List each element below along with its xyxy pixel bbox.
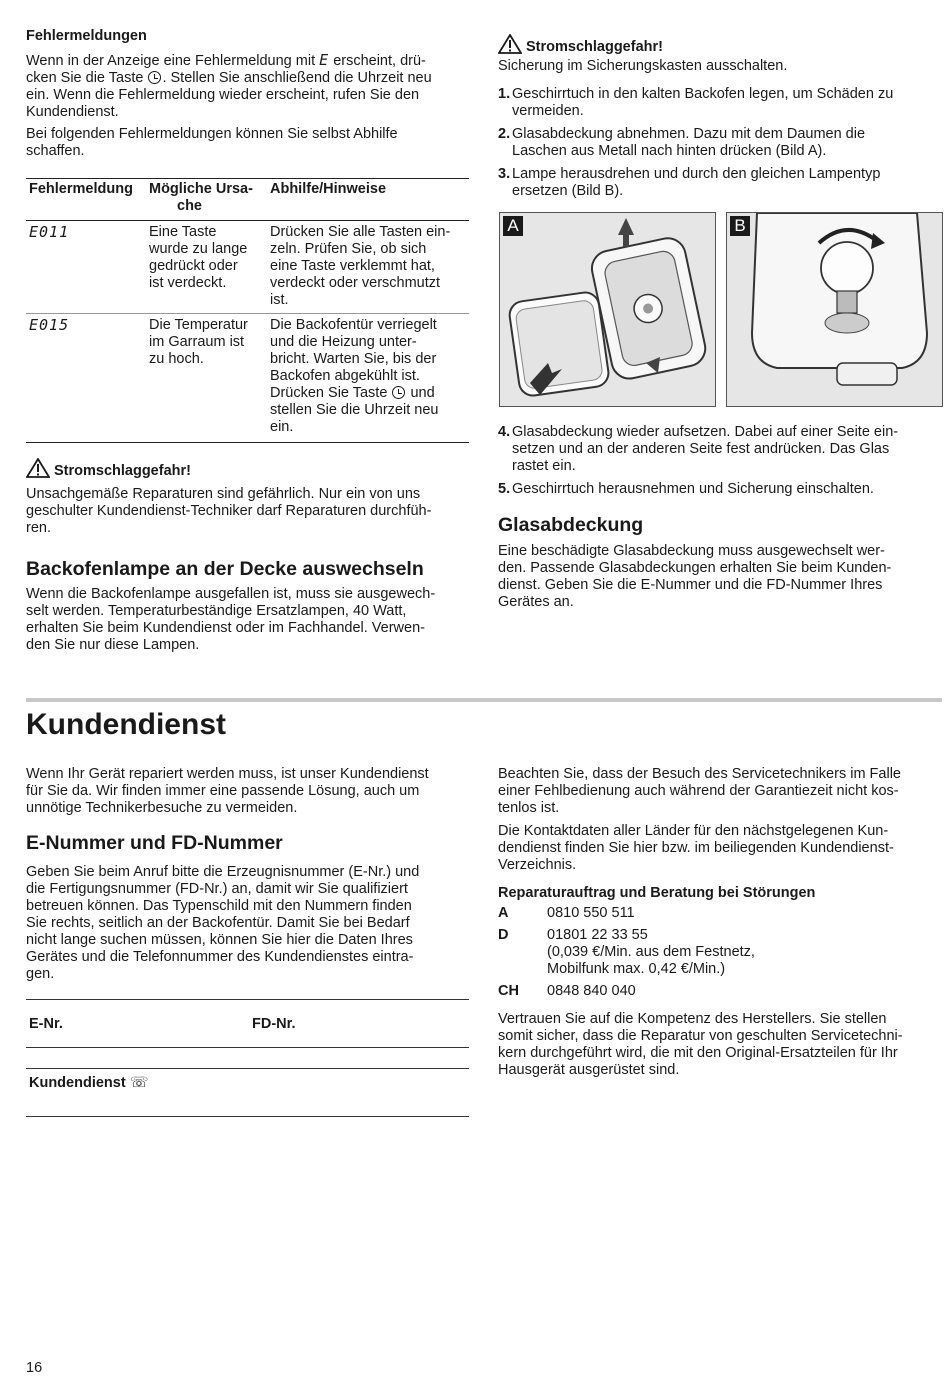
right-line: tenlos ist. — [498, 800, 560, 816]
header-cause-line-2: che — [177, 198, 202, 214]
table-row-2-cause — [149, 317, 248, 368]
fehlermeldungen-paragraph-2 — [26, 126, 476, 160]
steps-list-a — [498, 86, 938, 200]
p1-text-b: erscheint, drü- — [333, 53, 426, 69]
step-number: 2. — [498, 126, 511, 142]
remedy-line: und die Heizung unter- — [270, 334, 417, 350]
table-header-cause — [149, 181, 253, 215]
enr-line: Geben Sie beim Anruf bitte die Erzeugnisnummer (E-Nr.) und — [26, 864, 420, 880]
remedy-line: und — [410, 385, 435, 401]
glas-line: den. Passende Glasabdeckungen erhalten Sie beim Kunden- — [498, 560, 892, 576]
table-top-rule — [26, 178, 469, 179]
right-line: Die Kontaktdaten aller Länder für den nächstgelegenen Kun- — [498, 823, 889, 839]
intro-line: unnötige Technikerbesuche zu vermeiden. — [26, 800, 298, 816]
contact-number-d — [547, 927, 755, 978]
form-mid-rule — [26, 1047, 469, 1048]
step-line: setzen und an der anderen Seite fest andrücken. Das Glas — [512, 441, 890, 457]
contact-number-ch — [547, 983, 636, 1000]
contact-line: Mobilfunk max. 0,42 €/Min.) — [547, 961, 726, 977]
kundendienst-field-label — [29, 1074, 148, 1092]
warning-right-title-text: Stromschlaggefahr! — [526, 39, 663, 55]
closing-line: kern durchgeführt wird, die mit den Original-Ersatzteilen für Ihr — [498, 1045, 898, 1061]
warning-left-body — [26, 486, 476, 537]
kundendienst-intro — [26, 766, 476, 817]
enr-line: gen. — [26, 966, 55, 982]
fehlermeldungen-paragraph-1 — [26, 52, 476, 121]
remedy-line: ein. — [270, 419, 294, 435]
figure-b — [726, 212, 943, 407]
section-divider — [26, 698, 942, 702]
glasabdeckung-body — [498, 543, 938, 611]
figure-b-label: B — [730, 216, 750, 236]
contact-country-ch: CH — [498, 983, 519, 999]
contact-number-a — [547, 905, 635, 922]
figure-a — [499, 212, 716, 407]
steps-list-b — [498, 424, 938, 498]
figure-a-label: A — [503, 216, 523, 236]
step-item — [498, 86, 938, 120]
table-row-1-code: E011 — [29, 223, 70, 241]
warning-triangle-icon — [498, 34, 522, 54]
table-row-2-code: E015 — [29, 316, 70, 334]
remedy-line: Die Backofentür verriegelt — [270, 317, 437, 333]
closing-line: Vertrauen Sie auf die Kompetenz des Herstellers. Sie stellen — [498, 1011, 887, 1027]
right-line: Verzeichnis. — [498, 857, 577, 873]
step-item — [498, 126, 938, 160]
remedy-line: ist. — [270, 292, 289, 308]
warning-left-title — [26, 458, 191, 480]
intro-line: Wenn Ihr Gerät repariert werden muss, ist unser Kundendienst — [26, 766, 429, 782]
enr-heading: E-Nummer und FD-Nummer — [26, 832, 283, 854]
step-line: vermeiden. — [512, 103, 584, 119]
table-row-1-cause — [149, 224, 247, 292]
form-top-rule — [26, 999, 469, 1000]
p1-text-c: cken Sie die Taste — [26, 70, 144, 86]
table-row-1-remedy — [270, 224, 450, 309]
remedy-line: Drücken Sie alle Tasten ein- — [270, 224, 451, 240]
cause-line: Eine Taste — [149, 224, 217, 240]
lamp-cover-removal-illustration — [500, 213, 715, 406]
step-item — [498, 424, 938, 475]
warning-triangle-icon — [26, 458, 50, 478]
step-number: 1. — [498, 86, 511, 102]
intro-line: für Sie da. Wir finden immer eine passende Lösung, auch um — [26, 783, 420, 799]
table-row-2-remedy — [270, 317, 438, 436]
p1-text-f: Kundendienst. — [26, 104, 119, 120]
kundendienst-title: Kundendienst — [26, 708, 226, 741]
glas-line: dienst. Geben Sie die E-Nummer und die FD-Nummer Ihres — [498, 577, 883, 593]
remedy-line: eine Taste verklemmt hat, — [270, 258, 435, 274]
remedy-line: zeln. Prüfen Sie, ob sich — [270, 241, 427, 257]
cause-line: im Garraum ist — [149, 334, 245, 350]
lamp-line: den Sie nur diese Lampen. — [26, 637, 200, 653]
cause-line: wurde zu lange — [149, 241, 248, 257]
contact-country-d: D — [498, 927, 509, 943]
right-line: Beachten Sie, dass der Besuch des Servicetechnikers im Falle — [498, 766, 901, 782]
header-cause-line-1: Mögliche Ursa- — [149, 181, 253, 197]
form-bottom-rule — [26, 1116, 469, 1117]
repair-heading: Reparaturauftrag und Beratung bei Störungen — [498, 885, 816, 901]
clock-icon — [148, 71, 161, 84]
step-line: rastet ein. — [512, 458, 576, 474]
table-bottom-rule — [26, 442, 469, 443]
contact-line: 0848 840 040 — [547, 983, 636, 999]
remedy-line: Drücken Sie Taste — [270, 385, 388, 401]
cause-line: gedrückt oder — [149, 258, 238, 274]
contact-country-a: A — [498, 905, 509, 921]
step-line: Glasabdeckung wieder aufsetzen. Dabei auf einer Seite ein- — [512, 424, 899, 440]
table-header-code: Fehlermeldung — [29, 181, 133, 197]
kd-right-p1 — [498, 766, 938, 817]
enr-line: Gerätes und die Telefonnummer des Kundendienstes eintra- — [26, 949, 414, 965]
error-symbol: E — [319, 51, 330, 69]
lamp-section-heading: Backofenlampe an der Decke auswechseln — [26, 558, 424, 580]
step-number: 3. — [498, 166, 511, 182]
remedy-line: bricht. Warten Sie, bis der — [270, 351, 437, 367]
warning-line: Unsachgemäße Reparaturen sind gefährlich. Nur ein von uns — [26, 486, 421, 502]
lamp-section-body — [26, 586, 476, 654]
warning-right-title — [498, 34, 663, 56]
cause-line: ist verdeckt. — [149, 275, 227, 291]
page-number: 16 — [26, 1360, 43, 1376]
lamp-line: selt werden. Temperaturbeständige Ersatzlampen, 40 Watt, — [26, 603, 407, 619]
cause-line: zu hoch. — [149, 351, 204, 367]
clock-icon — [392, 386, 405, 399]
enr-line: Sie rechts, seitlich an der Backofentür. Damit Sie bei Bedarf — [26, 915, 410, 931]
right-line: einer Fehlbedienung auch während der Garantiezeit nicht kos- — [498, 783, 899, 799]
enr-body — [26, 864, 476, 983]
step-line: Geschirrtuch in den kalten Backofen legen, um Schäden zu — [512, 86, 894, 102]
lamp-line: Wenn die Backofenlampe ausgefallen ist, muss sie ausgewech- — [26, 586, 436, 602]
kd-closing — [498, 1011, 938, 1079]
cause-line: Die Temperatur — [149, 317, 248, 333]
remedy-line: stellen Sie die Uhrzeit neu — [270, 402, 439, 418]
table-header-remedy: Abhilfe/Hinweise — [270, 181, 387, 197]
kd-right-p2 — [498, 823, 938, 874]
form-rule-2 — [26, 1068, 469, 1069]
p1-text-a: Wenn in der Anzeige eine Fehlermeldung mit — [26, 53, 316, 69]
remedy-line: verdeckt oder verschmutzt — [270, 275, 441, 291]
closing-line: Hausgerät ausgerüstet sind. — [498, 1062, 680, 1078]
table-row-rule — [26, 313, 469, 314]
contact-line: (0,039 €/Min. aus dem Festnetz, — [547, 944, 755, 960]
warning-line: geschulter Kundendienst-Techniker darf Reparaturen durchfüh- — [26, 503, 432, 519]
lamp-replacement-illustration — [727, 213, 942, 406]
warning-line: ren. — [26, 520, 51, 536]
step-item — [498, 481, 938, 498]
enr-field-label: E-Nr. — [29, 1016, 63, 1032]
enr-line: betreuen können. Das Typenschild mit den Nummern finden — [26, 898, 412, 914]
fehlermeldungen-heading: Fehlermeldungen — [26, 28, 147, 44]
fdnr-field-label: FD-Nr. — [252, 1016, 296, 1032]
p1-text-d: . Stellen Sie anschließend die Uhrzeit neu — [162, 70, 432, 86]
closing-line: somit sicher, dass die Reparatur von geschulten Servicetechni- — [498, 1028, 903, 1044]
contact-line: 01801 22 33 55 — [547, 927, 648, 943]
enr-line: die Fertigungsnummer (FD-Nr.) an, damit wir Sie qualifiziert — [26, 881, 408, 897]
step-number: 5. — [498, 481, 511, 497]
step-line: Lampe herausdrehen und durch den gleichen Lampentyp — [512, 166, 881, 182]
enr-line: nicht lange suchen müssen, können Sie hier die Daten Ihres — [26, 932, 413, 948]
remedy-line: Backofen abgekühlt ist. — [270, 368, 420, 384]
step-line: Geschirrtuch herausnehmen und Sicherung einschalten. — [512, 481, 874, 497]
step-line: ersetzen (Bild B). — [512, 183, 624, 199]
warning-right-line: Sicherung im Sicherungskasten ausschalten. — [498, 58, 788, 74]
step-line: Laschen aus Metall nach hinten drücken (Bild A). — [512, 143, 827, 159]
p2-line-2: schaffen. — [26, 143, 85, 159]
lamp-line: erhalten Sie beim Kundendienst oder im Fachhandel. Verwen- — [26, 620, 425, 636]
glas-line: Eine beschädigte Glasabdeckung muss ausgewechselt wer- — [498, 543, 885, 559]
phone-icon: ☏ — [129, 1074, 149, 1091]
glasabdeckung-heading: Glasabdeckung — [498, 514, 644, 536]
p2-line-1: Bei folgenden Fehlermeldungen können Sie selbst Abhilfe — [26, 126, 398, 142]
step-number: 4. — [498, 424, 511, 440]
glas-line: Gerätes an. — [498, 594, 574, 610]
right-line: dendienst finden Sie hier bzw. im beiliegenden Kundendienst- — [498, 840, 894, 856]
step-line: Glasabdeckung abnehmen. Dazu mit dem Daumen die — [512, 126, 866, 142]
table-header-rule — [26, 220, 469, 221]
kd-label-text: Kundendienst — [29, 1075, 126, 1091]
warning-left-title-text: Stromschlaggefahr! — [54, 463, 191, 479]
contact-line: 0810 550 511 — [547, 905, 635, 921]
p1-text-e: ein. Wenn die Fehlermeldung wieder erscheint, rufen Sie den — [26, 87, 420, 103]
step-item — [498, 166, 938, 200]
